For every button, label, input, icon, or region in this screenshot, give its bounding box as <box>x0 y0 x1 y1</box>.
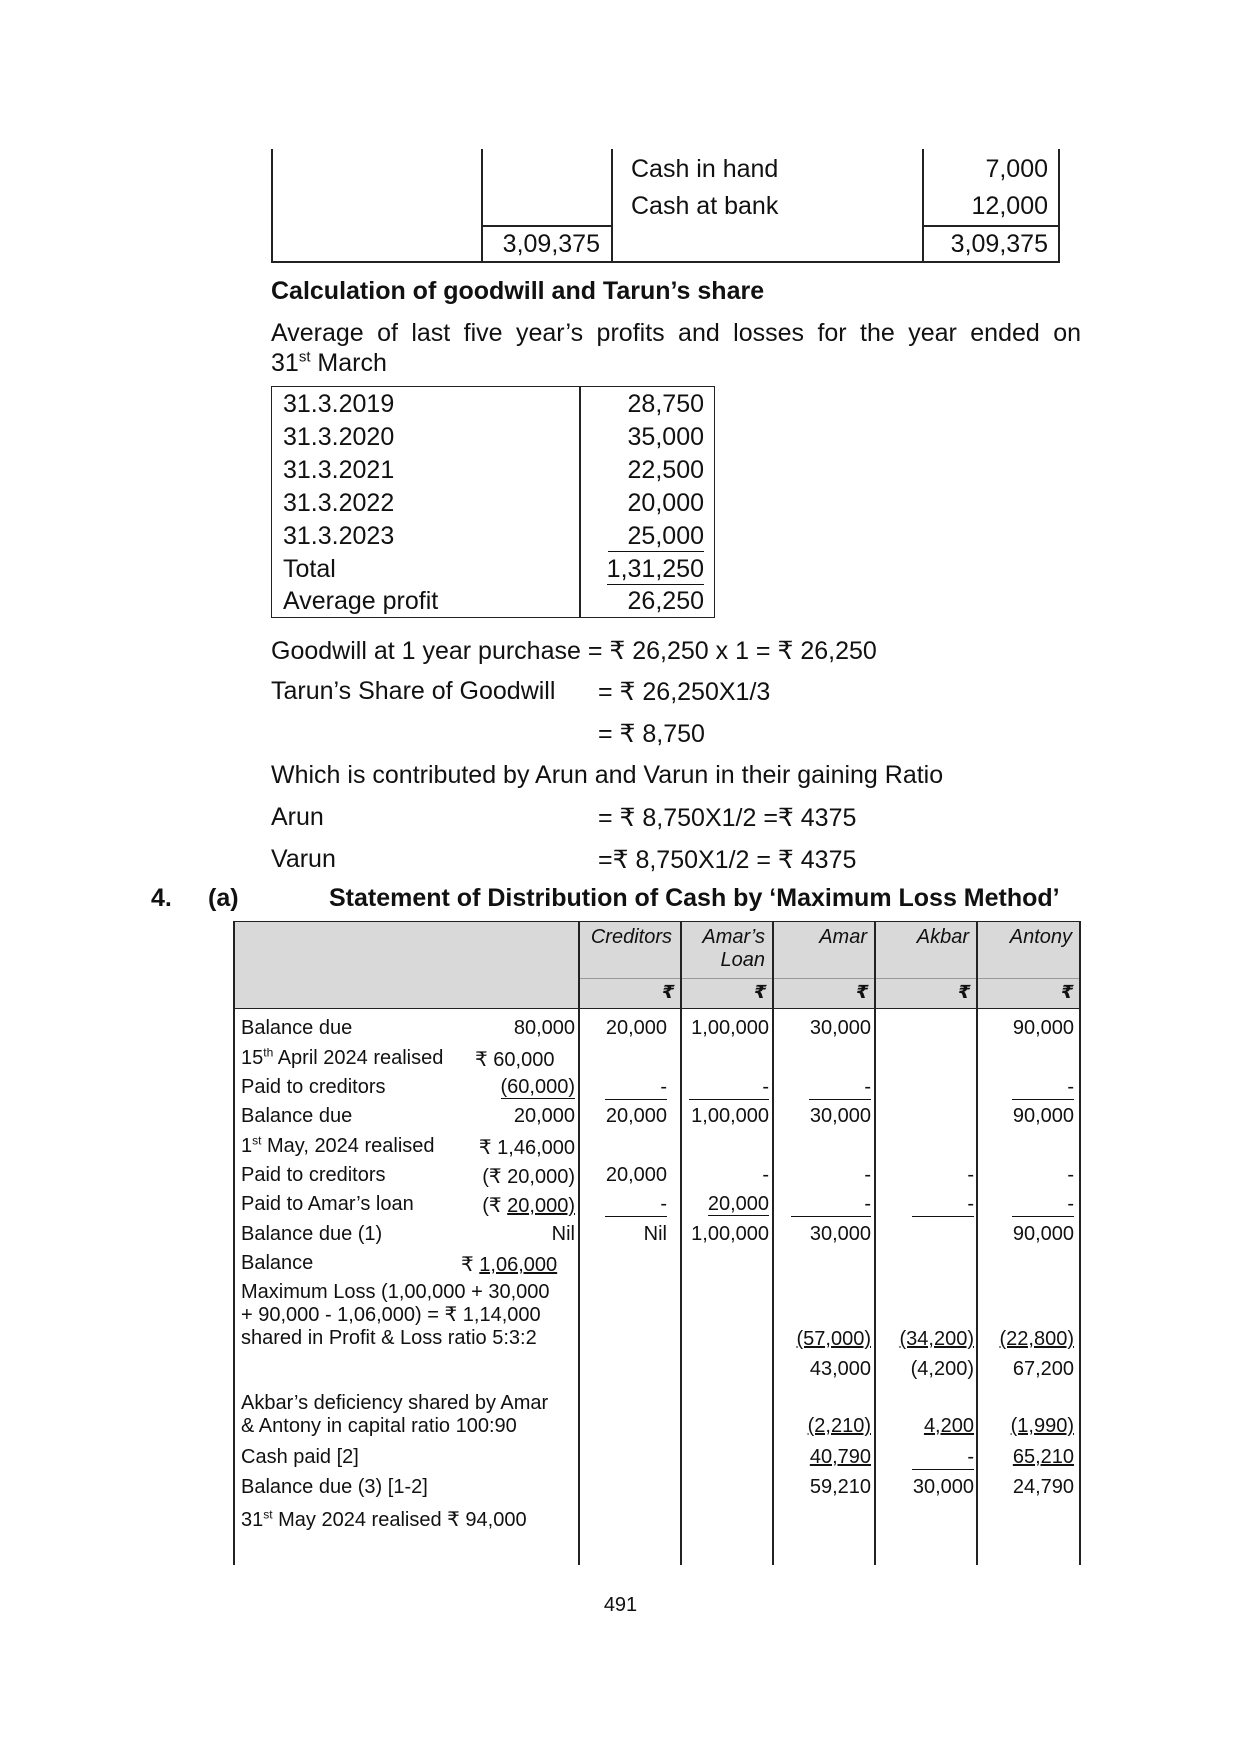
row-label: Balance due (3) [1-2] <box>241 1476 428 1498</box>
tarun-share-result: = ₹ 8,750 <box>598 720 705 748</box>
profit-row: 31.3.2021 22,500 <box>283 456 704 484</box>
cell: - <box>689 1076 769 1100</box>
row-label: Balance due <box>241 1105 353 1127</box>
cell: (2,210) <box>807 1415 871 1437</box>
cell: (1,990) <box>1010 1415 1074 1437</box>
profit-table <box>271 386 715 618</box>
realised-amount: ₹ 60,000 <box>475 1049 555 1071</box>
row-label: Paid to Amar’s loan <box>241 1193 414 1215</box>
cell: 67,200 <box>1012 1358 1074 1380</box>
goodwill-heading: Calculation of goodwill and Tarun’s share <box>271 277 765 305</box>
cell: 90,000 <box>1012 1017 1074 1039</box>
varun-value: =₹ 8,750X1/2 = ₹ 4375 <box>598 846 857 874</box>
statement-title: Statement of Distribution of Cash by ‘Maximum Loss Method’ <box>329 884 1060 912</box>
cell: 30,000 <box>809 1105 871 1127</box>
profit-row: 31.3.2019 28,750 <box>283 390 704 418</box>
cell: - <box>967 1164 974 1186</box>
cell: 1,00,000 <box>691 1223 769 1245</box>
cell: 80,000 <box>513 1017 575 1039</box>
varun-label: Varun <box>271 845 336 873</box>
question-number: 4. <box>151 884 172 912</box>
rupee-icon: ₹ <box>754 982 767 1002</box>
row-label: Balance due (1) <box>241 1223 383 1245</box>
rupee-icon: ₹ <box>958 982 971 1002</box>
max-loss-label: Maximum Loss (1,00,000 + 30,000 + 90,000 - 1,06,000) = ₹ 1,14,000 shared in Profit & Loss ratio 5:3:2 <box>241 1281 550 1349</box>
profit-row: 31.3.2023 25,000 <box>283 522 704 550</box>
cell: Nil <box>643 1223 667 1245</box>
col-creditors: Creditors <box>590 926 672 948</box>
col-antony: Antony <box>1009 926 1072 948</box>
rupee-icon: ₹ <box>1061 982 1074 1002</box>
cell: - <box>912 1446 974 1470</box>
cell: 43,000 <box>809 1358 871 1380</box>
distribution-statement <box>233 921 1081 1565</box>
row-label: Paid to creditors <box>241 1164 386 1186</box>
cell: (57,000) <box>796 1328 871 1350</box>
cell: 4,200 <box>923 1415 974 1437</box>
cell: Nil <box>551 1223 575 1245</box>
cell: 1,00,000 <box>691 1017 769 1039</box>
goodwill-intro-line2: 31st March <box>271 348 387 377</box>
contributed-line: Which is contributed by Arun and Varun in their gaining Ratio <box>271 761 944 789</box>
cell: 90,000 <box>1012 1223 1074 1245</box>
arun-value: = ₹ 8,750X1/2 =₹ 4375 <box>598 804 857 832</box>
col-amar-loan: Amar’s Loan <box>702 926 765 971</box>
cell: - <box>809 1076 871 1100</box>
balance-sheet-fragment <box>271 149 1059 263</box>
cash-at-bank-label: Cash at bank <box>631 192 779 220</box>
balance-amount: ₹ 1,06,000 <box>461 1254 558 1276</box>
page-number: 491 <box>603 1594 638 1616</box>
cell: - <box>791 1193 871 1217</box>
rupee-icon: ₹ <box>662 982 675 1002</box>
cell: 65,210 <box>1012 1446 1074 1468</box>
cell: 59,210 <box>809 1476 871 1498</box>
arun-label: Arun <box>271 803 324 831</box>
cell: 24,790 <box>1012 1476 1074 1498</box>
cell: 20,000 <box>605 1164 667 1186</box>
goodwill-line: Goodwill at 1 year purchase = ₹ 26,250 x 1 = ₹ 26,250 <box>271 637 877 665</box>
cash-in-hand-label: Cash in hand <box>631 155 779 183</box>
row-label: Cash paid [2] <box>241 1446 359 1468</box>
profit-total-row: Total 1,31,250 <box>283 555 704 583</box>
profit-row: 31.3.2022 20,000 <box>283 489 704 517</box>
cell: 20,000 <box>605 1105 667 1127</box>
col-amar: Amar <box>819 926 867 948</box>
deficiency-label: Akbar’s deficiency shared by Amar & Antony in capital ratio 100:90 <box>241 1392 549 1437</box>
profit-average-row: Average profit 26,250 <box>283 587 704 615</box>
cell: - <box>1067 1164 1074 1186</box>
cash-in-hand-value: 7,000 <box>985 155 1048 183</box>
realised-amount: ₹ 1,46,000 <box>478 1137 575 1159</box>
row-amount: (₹ 20,000) <box>482 1195 575 1217</box>
row-label: Paid to creditors <box>241 1076 386 1098</box>
cell: 30,000 <box>912 1476 974 1498</box>
rupee-icon: ₹ <box>856 982 869 1002</box>
cell: (60,000) <box>500 1076 575 1098</box>
row-label: 1st May, 2024 realised <box>241 1133 435 1157</box>
cell: 20,000 <box>605 1017 667 1039</box>
cell: 90,000 <box>1012 1105 1074 1127</box>
total-left: 3,09,375 <box>502 230 600 258</box>
cell: 20,000 <box>513 1105 575 1127</box>
total-right: 3,09,375 <box>950 230 1048 258</box>
cell: (4,200) <box>910 1358 974 1380</box>
cell: - <box>762 1164 769 1186</box>
cell: 1,00,000 <box>691 1105 769 1127</box>
cash-at-bank-value: 12,000 <box>971 192 1048 220</box>
row-label: 15th April 2024 realised <box>241 1045 444 1069</box>
cell: 40,790 <box>809 1446 871 1468</box>
tarun-share-label: Tarun’s Share of Goodwill <box>271 677 556 705</box>
cell: - <box>1012 1076 1074 1100</box>
cell: 20,000 <box>707 1193 769 1215</box>
cell: 30,000 <box>809 1223 871 1245</box>
row-amount: (₹ 20,000) <box>482 1166 575 1188</box>
cell: - <box>912 1193 974 1217</box>
row-label: Balance due <box>241 1017 353 1039</box>
cell: - <box>605 1193 667 1217</box>
row-label: Balance <box>241 1252 314 1274</box>
cell: - <box>605 1076 667 1100</box>
col-akbar: Akbar <box>916 926 969 948</box>
tarun-share-value: = ₹ 26,250X1/3 <box>598 678 771 706</box>
profit-row: 31.3.2020 35,000 <box>283 423 704 451</box>
cell: (22,800) <box>999 1328 1074 1350</box>
cell: (34,200) <box>899 1328 974 1350</box>
question-part: (a) <box>208 884 239 912</box>
goodwill-intro-line1: Average of last five year’s profits and losses for the year ended on <box>271 319 1081 347</box>
cell: - <box>864 1164 871 1186</box>
row-label: 31st May 2024 realised ₹ 94,000 <box>241 1507 527 1531</box>
cell: 30,000 <box>809 1017 871 1039</box>
cell: - <box>1012 1193 1074 1217</box>
